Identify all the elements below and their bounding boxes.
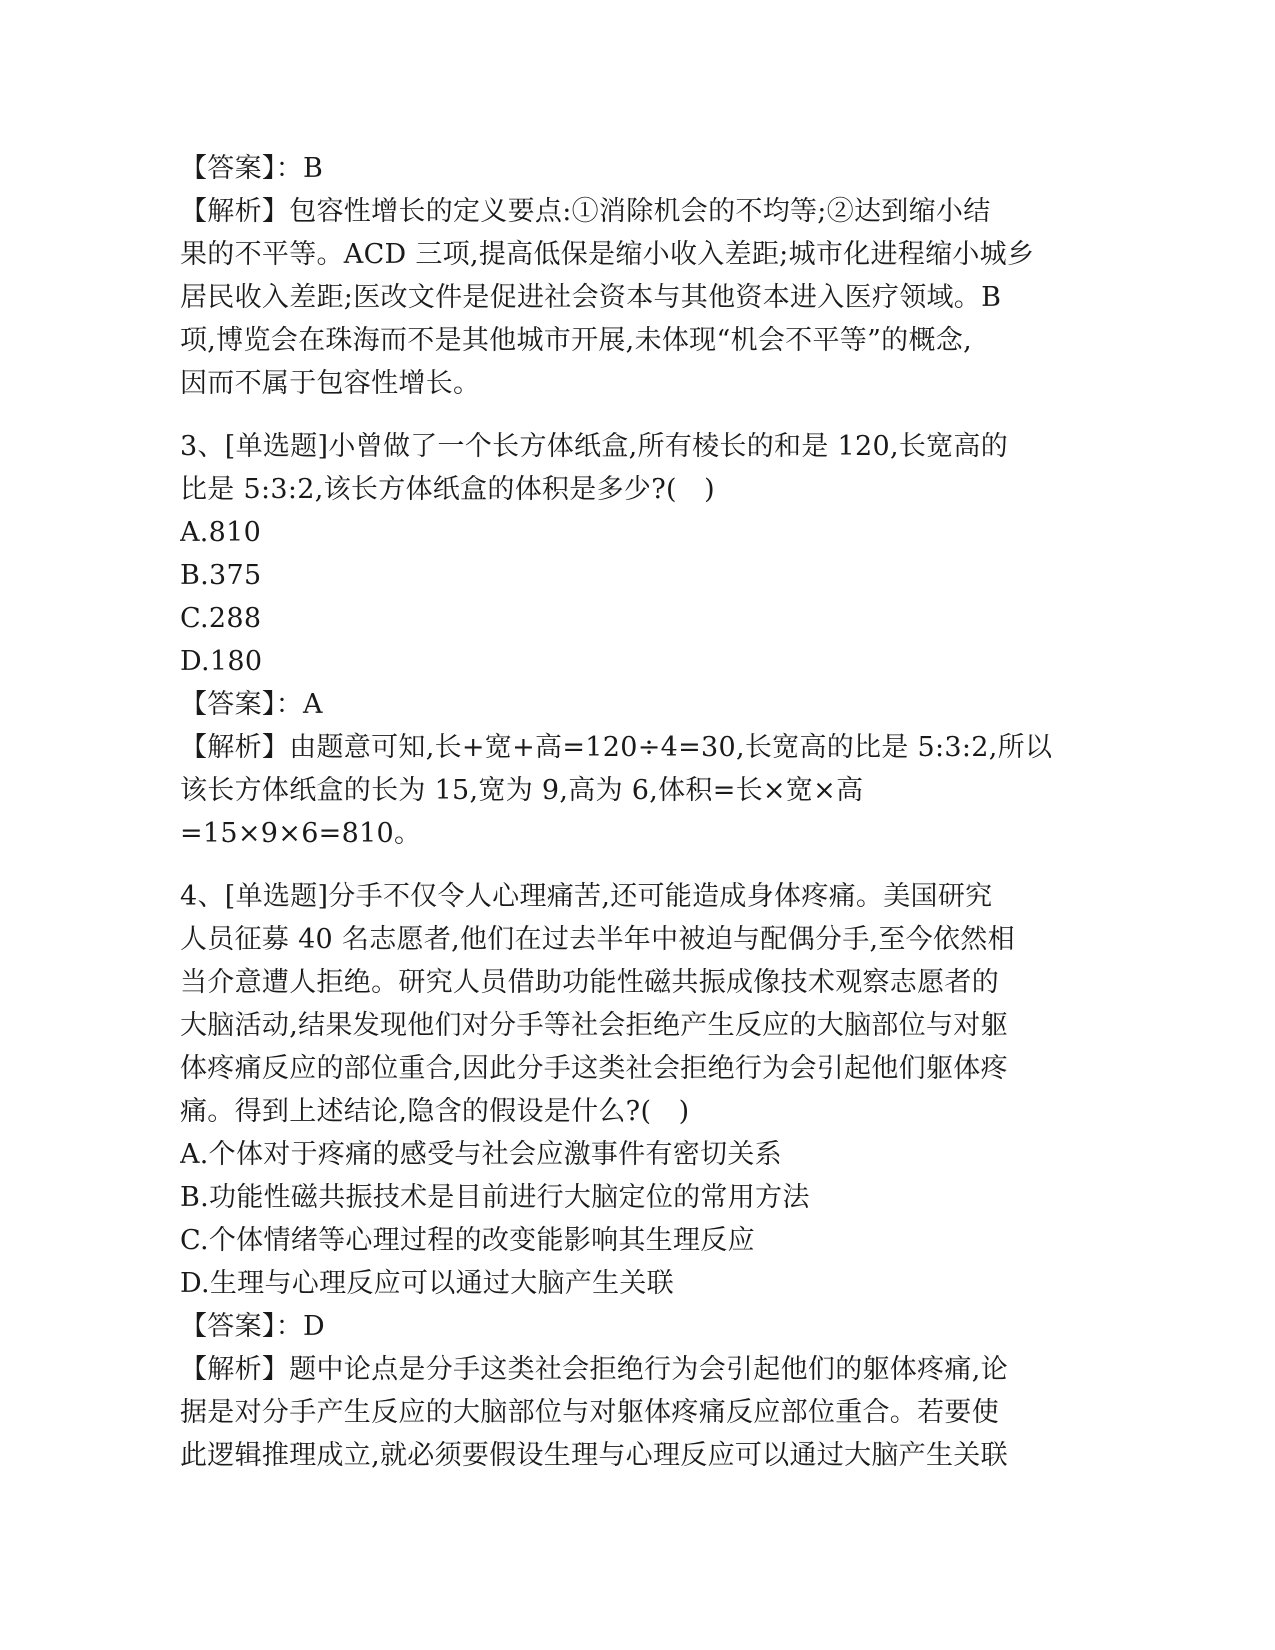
document-page xyxy=(180,147,1080,1477)
analysis-text: 包容性增长的定义要点:①消除机会的不均等;②达到缩小结 xyxy=(289,196,991,227)
question-text-line: 体疼痛反应的部位重合,因此分手这类社会拒绝行为会引起他们躯体疼 xyxy=(180,1053,1008,1084)
analysis-line: 项,博览会在珠海而不是其他城市开展,未体现“机会不平等”的概念, xyxy=(180,325,972,356)
question-text-line: 大脑活动,结果发现他们对分手等社会拒绝产生反应的大脑部位与对躯 xyxy=(180,1010,1008,1041)
answer-value: ：B xyxy=(275,153,324,184)
option-a: A.个体对于疼痛的感受与社会应激事件有密切关系 xyxy=(180,1139,782,1170)
question-text-line: 比是 5:3:2,该长方体纸盒的体积是多少?( ) xyxy=(180,474,715,505)
answer-label: 【答案】 xyxy=(180,153,276,184)
question-3 xyxy=(180,425,1080,855)
analysis-line xyxy=(180,726,1080,769)
answer-label: 【答案】 xyxy=(180,1311,276,1342)
analysis-line: =15×9×6=810。 xyxy=(180,818,422,849)
analysis-line: 据是对分手产生反应的大脑部位与对躯体疼痛反应部位重合。若要使 xyxy=(180,1397,999,1428)
question-text-line: 人员征募 40 名志愿者,他们在过去半年中被迫与配偶分手,至今依然相 xyxy=(180,924,1015,955)
analysis-line xyxy=(180,190,1080,233)
answer-line xyxy=(180,683,1080,726)
analysis-line: 该长方体纸盒的长为 15,宽为 9,高为 6,体积=长×宽×高 xyxy=(180,775,864,806)
analysis-label: 【解析】 xyxy=(180,196,290,227)
question-text-line: 4、[单选题]分手不仅令人心理痛苦,还可能造成身体疼痛。美国研究 xyxy=(180,881,993,912)
analysis-label: 【解析】 xyxy=(180,732,290,763)
option-d: D.180 xyxy=(180,646,263,677)
answer-block-2 xyxy=(180,147,1080,405)
analysis-label: 【解析】 xyxy=(180,1354,290,1385)
analysis-line: 此逻辑推理成立,就必须要假设生理与心理反应可以通过大脑产生关联 xyxy=(180,1440,1008,1471)
option-c: C.288 xyxy=(180,603,262,634)
analysis-line: 因而不属于包容性增长。 xyxy=(180,368,481,399)
question-text-line: 痛。得到上述结论,隐含的假设是什么?( ) xyxy=(180,1096,690,1127)
answer-line xyxy=(180,147,1080,190)
analysis-line xyxy=(180,1348,1080,1391)
answer-line xyxy=(180,1305,1080,1348)
option-b: B.375 xyxy=(180,560,262,591)
analysis-text: 题中论点是分手这类社会拒绝行为会引起他们的躯体疼痛,论 xyxy=(289,1354,1008,1385)
answer-value: ：A xyxy=(275,689,323,720)
option-a: A.810 xyxy=(180,517,262,548)
analysis-line: 居民收入差距;医改文件是促进社会资本与其他资本进入医疗领域。B xyxy=(180,282,1002,313)
answer-label: 【答案】 xyxy=(180,689,276,720)
option-c: C.个体情绪等心理过程的改变能影响其生理反应 xyxy=(180,1225,755,1256)
question-text-line: 3、[单选题]小曾做了一个长方体纸盒,所有棱长的和是 120,长宽高的 xyxy=(180,431,1009,462)
analysis-line: 果的不平等。ACD 三项,提高低保是缩小收入差距;城市化进程缩小城乡 xyxy=(180,239,1035,270)
question-4 xyxy=(180,875,1080,1477)
option-b: B.功能性磁共振技术是目前进行大脑定位的常用方法 xyxy=(180,1182,810,1213)
option-d: D.生理与心理反应可以通过大脑产生关联 xyxy=(180,1268,674,1299)
analysis-text: 由题意可知,长+宽+高=120÷4=30,长宽高的比是 5:3:2,所以 xyxy=(289,732,1053,763)
question-text-line: 当介意遭人拒绝。研究人员借助功能性磁共振成像技术观察志愿者的 xyxy=(180,967,999,998)
answer-value: ：D xyxy=(275,1311,325,1342)
